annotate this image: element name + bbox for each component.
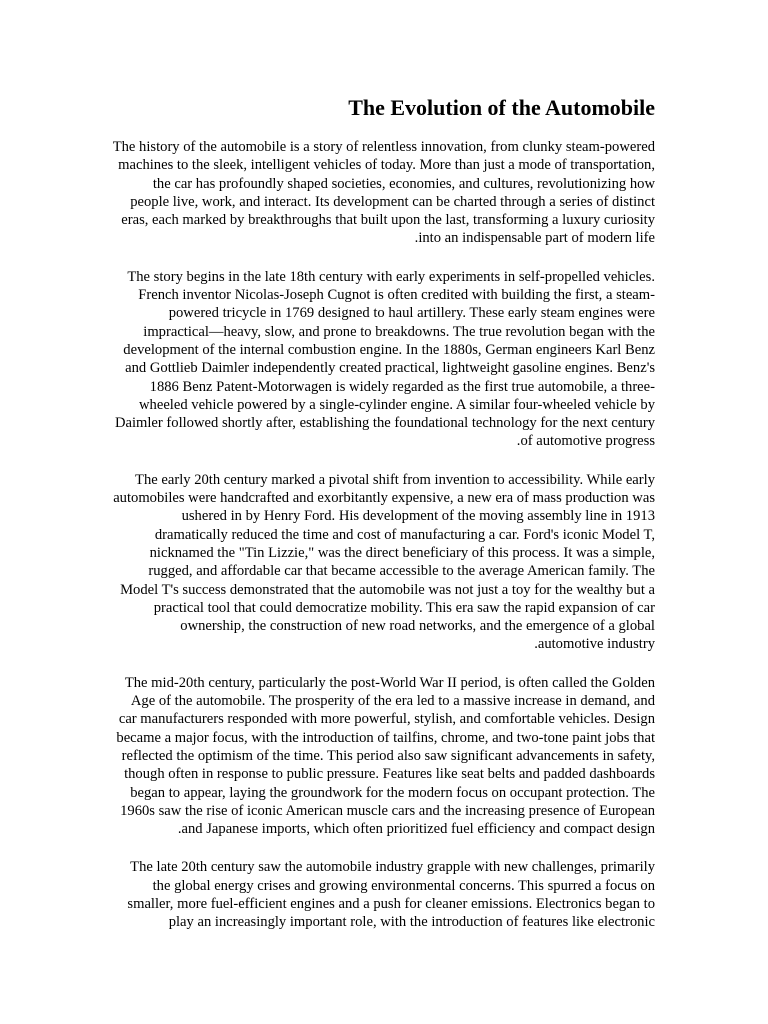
paragraph-golden-age: The mid-20th century, particularly the post-World War II period, is often called the Golden Age of the automobile. The prosperity of the era led to a massive increase in demand, and car manufacturers responded with more powerful, stylish, and comfortable vehicles. Design became a major focus, with the introduction of tailfins, chrome, and two-tone paint jobs that reflected the optimism of the time. This period also saw significant advancements in safety, though often in response to public pressure. Features like seat belts and padded dashboards began to appear, laying the groundwork for the modern focus on occupant protection. The 1960s saw the rise of iconic American muscle cars and the increasing presence of European and Japanese imports, which often prioritized fuel efficiency and compact design.	[116, 674, 655, 838]
document-title: The Evolution of the Automobile	[348, 95, 655, 120]
paragraph-late-20th-century: The late 20th century saw the automobile industry grapple with new challenges, primarily the global energy crises and growing environmental concerns. This spurred a focus on smaller, more fuel-efficient engines and a push for cleaner emissions. Electronics began to play an increasingly important role, with the introduction of features like electronic	[127, 859, 655, 931]
document-page	[112, 94, 655, 952]
paragraph-early-history: The story begins in the late 18th century with early experiments in self-propelled vehicles. French inventor Nicolas-Joseph Cugnot is often credited with building the first, a steam-powered tricycle in 1769 designed to haul artillery. These early steam engines were impractical—heavy, slow, and prone to breakdowns. The true revolution began with the development of the internal combustion engine. In the 1880s, German engineers Karl Benz and Gottlieb Daimler independently created practical, lightweight gasoline engines. Benz's 1886 Benz Patent-Motorwagen is widely regarded as the first true automobile, a three-wheeled vehicle powered by a single-cylinder engine. A similar four-wheeled vehicle by Daimler followed shortly after, establishing the foundational technology for the next century of automotive progress.	[114, 268, 655, 450]
paragraph-intro: The history of the automobile is a story of relentless innovation, from clunky steam-powered machines to the sleek, intelligent vehicles of today. More than just a mode of transportation, the car has profoundly shaped societies, economies, and cultures, revolutionizing how people live, work, and interact. Its development can be charted through a series of distinct eras, each marked by breakthroughs that built upon the last, transforming a luxury curiosity into an indispensable part of modern life.	[112, 139, 655, 247]
paragraph-mass-production: The early 20th century marked a pivotal shift from invention to accessibility. While early automobiles were handcrafted and exorbitantly expensive, a new era of mass production was ushered in by Henry Ford. His development of the moving assembly line in 1913 dramatically reduced the time and cost of manufacturing a car. Ford's iconic Model T, nicknamed the "Tin Lizzie," was the direct beneficiary of this process. It was a simple, rugged, and affordable car that became accessible to the average American family. The Model T's success demonstrated that the automobile was not just a toy for the wealthy but a practical tool that could democratize mobility. This era saw the rapid expansion of car ownership, the construction of new road networks, and the emergence of a global automotive industry.	[113, 471, 655, 653]
